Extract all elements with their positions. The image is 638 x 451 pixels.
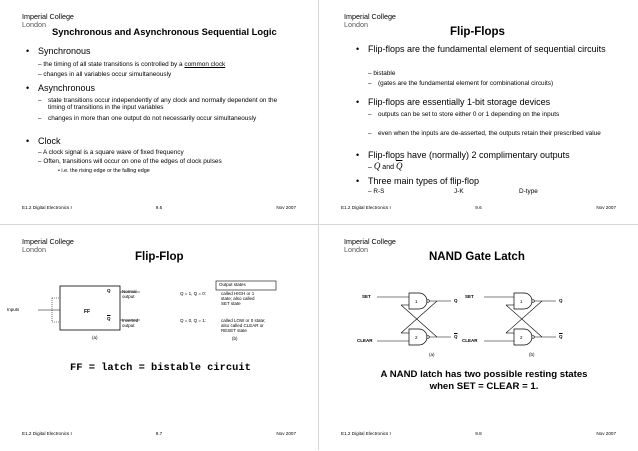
slide-footer: E1.2 Digital Electronics I 9.6 Nov 2007 bbox=[341, 205, 616, 210]
sub-bullet: – bbox=[368, 111, 372, 118]
caption: A NAND latch has two possible resting states when SET = CLEAR = 1. bbox=[380, 369, 588, 392]
nand-latch-diagram bbox=[369, 287, 619, 357]
sub-bullet: – bbox=[368, 130, 372, 137]
caption: FF = latch = bistable circuit bbox=[70, 362, 251, 374]
bullet-dot: • bbox=[26, 136, 30, 146]
imperial-logo: Imperial College London bbox=[344, 237, 396, 254]
slide-9-6 bbox=[319, 0, 638, 225]
nand-gate-1b bbox=[514, 293, 532, 309]
set-label-b: SET bbox=[465, 294, 474, 299]
sub-bullet-text: state transitions occur independently of any clock and normally dependent on the timing of transitions in the input variables bbox=[48, 97, 278, 112]
flip-flop-diagram bbox=[30, 280, 300, 350]
sub-bullet: – Often, transitions will occur on one of the edges of clock pulses bbox=[38, 158, 222, 165]
gate-number: 2 bbox=[520, 335, 523, 340]
gate-number: 1 bbox=[415, 299, 418, 304]
bullet: Asynchronous bbox=[38, 83, 96, 93]
state1-condition: Q = 1, Q = 0: bbox=[180, 291, 207, 296]
sub-bullet-text: changes in more than one output do not necessarily occur simultaneously bbox=[48, 115, 257, 122]
bullet-dot: • bbox=[356, 150, 360, 160]
bullet-dot: • bbox=[26, 83, 30, 93]
nand-gate-2 bbox=[409, 329, 427, 345]
slide-title: Synchronous and Asynchronous Sequential Logic bbox=[52, 26, 277, 37]
sub-bullet-text: (gates are the fundamental element for combinational circuits) bbox=[378, 80, 554, 87]
ff-block bbox=[60, 286, 120, 330]
state0-description: called LOW or 0 state; also called CLEAR or RESET state bbox=[221, 318, 266, 334]
q-label: Q bbox=[454, 298, 458, 303]
diagram-label-a: (a) bbox=[92, 335, 98, 340]
sub-bullet-item: D-type bbox=[519, 188, 538, 195]
bullet: Flip-flops have (normally) 2 complimentary outputs bbox=[368, 150, 570, 160]
slide-footer: E1.2 Digital Electronics I 9.7 Nov 2007 bbox=[22, 431, 296, 436]
output-states-label: Output states bbox=[219, 282, 246, 287]
qbar-label: $\overline{Q}$ bbox=[107, 316, 111, 321]
nand-gate-1 bbox=[409, 293, 427, 309]
inputs-label: Inputs bbox=[7, 307, 20, 312]
imperial-logo: Imperial College London bbox=[344, 12, 396, 29]
normal-output-label: Normal output bbox=[122, 289, 137, 300]
q-label-b: Q bbox=[559, 298, 563, 303]
bullet: Flip-flops are essentially 1-bit storage devices bbox=[368, 97, 551, 107]
sub-bullet-item: J-K bbox=[454, 188, 464, 195]
bullet: Three main types of flip-flop bbox=[368, 176, 480, 186]
diagram-label-b: (b) bbox=[529, 352, 535, 357]
bullet-dot: • bbox=[26, 46, 30, 56]
gate-number: 1 bbox=[520, 299, 523, 304]
bullet-dot: • bbox=[356, 97, 360, 107]
sub-bullet: – A clock signal is a square wave of fixed frequency bbox=[38, 149, 184, 156]
bullet: Synchronous bbox=[38, 46, 91, 56]
clear-label: CLEAR bbox=[357, 338, 373, 343]
slide-9-8 bbox=[319, 225, 638, 450]
slide-title: Flip-Flops bbox=[450, 26, 505, 38]
slide-footer: E1.2 Digital Electronics I 9.5 Nov 2007 bbox=[22, 205, 296, 210]
gate-number: 2 bbox=[415, 335, 418, 340]
clear-label-b: CLEAR bbox=[462, 338, 478, 343]
slide-title: NAND Gate Latch bbox=[429, 251, 525, 263]
bullet: Flip-flops are the fundamental element of sequential circuits bbox=[368, 44, 606, 54]
nand-gate-2b bbox=[514, 329, 532, 345]
bullet-dot: • bbox=[356, 44, 360, 54]
qbar-label: $\overline{Q}$ bbox=[454, 334, 458, 339]
sub-bullet: – bbox=[368, 80, 372, 87]
sub-bullet: – R-S bbox=[368, 188, 385, 195]
bullet-dot: • bbox=[356, 176, 360, 186]
ff-label: FF bbox=[84, 309, 91, 315]
slide-9-7 bbox=[0, 225, 319, 450]
set-label: SET bbox=[362, 294, 371, 299]
diagram-label-b: (b) bbox=[232, 336, 238, 341]
sub-bullet: – changes in all variables occur simultaneously bbox=[38, 71, 172, 78]
imperial-logo: Imperial College London bbox=[22, 237, 74, 254]
diagram-label-a: (a) bbox=[429, 352, 435, 357]
q-label: Q bbox=[107, 288, 111, 293]
sub-bullet: – Q and $\overline{Q}$ bbox=[368, 161, 403, 171]
sub-bullet: – bistable bbox=[368, 70, 396, 77]
sub-bullet: – the timing of all state transitions is controlled by a common clock bbox=[38, 61, 226, 68]
sub-bullet: – bbox=[38, 115, 42, 122]
state0-condition: Q = 0, Q = 1: bbox=[180, 318, 207, 323]
inverted-output-label: Inverted output bbox=[122, 318, 139, 329]
imperial-logo: Imperial College London bbox=[22, 12, 74, 29]
sub-bullet: – bbox=[38, 97, 42, 104]
sub-bullet-text: even when the inputs are de-asserted, the outputs retain their prescribed value bbox=[378, 130, 601, 137]
qbar-label-b: $\overline{Q}$ bbox=[559, 334, 563, 339]
slide-title: Flip-Flop bbox=[135, 251, 184, 263]
sub-bullet-text: outputs can be set to store either 0 or 1 depending on the inputs bbox=[378, 111, 560, 118]
state1-description: called HIGH or 1 state; also called SET state bbox=[221, 291, 255, 307]
slide-footer: E1.2 Digital Electronics I 9.8 Nov 2007 bbox=[341, 431, 616, 436]
sub-sub-bullet: • i.e. the rising edge or the falling edge bbox=[58, 168, 150, 174]
slide-9-5 bbox=[0, 0, 319, 225]
bullet: Clock bbox=[38, 136, 61, 146]
